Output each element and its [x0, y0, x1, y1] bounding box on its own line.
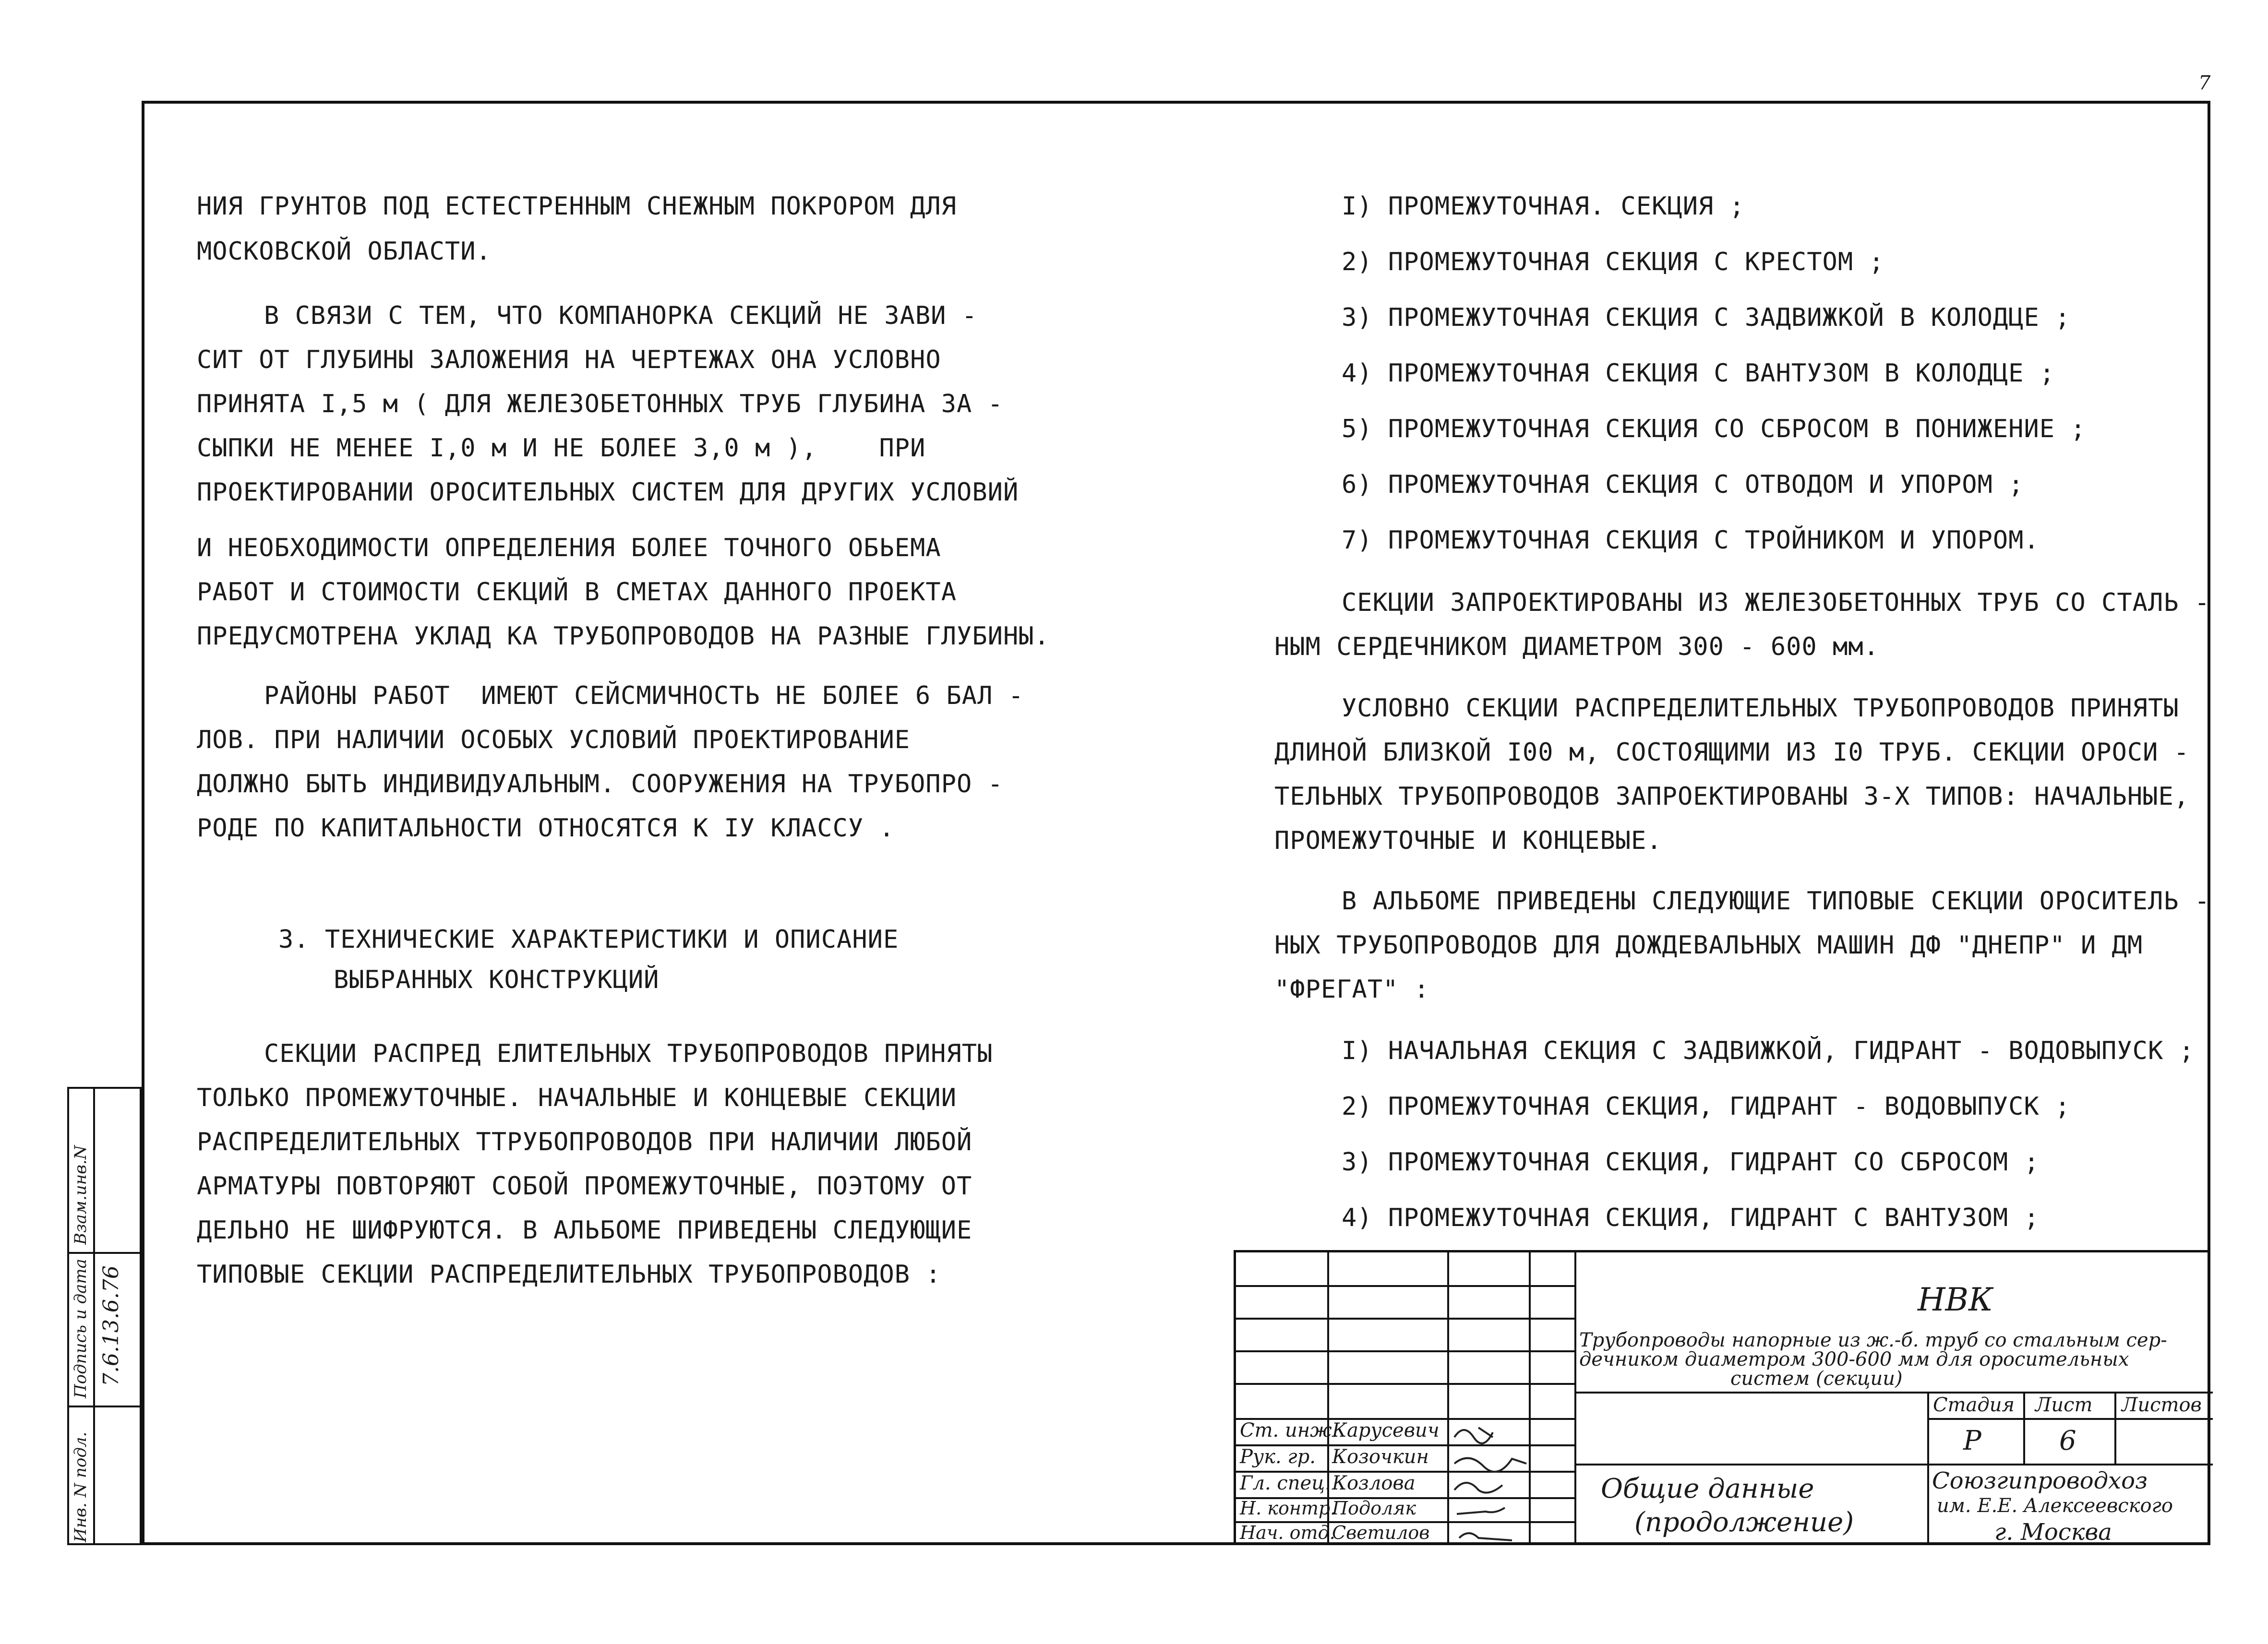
list-item: 3) ПРОМЕЖУТОЧНАЯ СЕКЦИЯ, ГИДРАНТ СО СБРОСОМ ; [1342, 1148, 2040, 1177]
inv-orig-label: Инв. N подл. [71, 1431, 90, 1542]
doc-description: систем (секции) [1730, 1368, 1903, 1390]
text-line: В АЛЬБОМЕ ПРИВЕДЕНЫ СЛЕДУЮЩИЕ ТИПОВЫЕ СЕКЦИИ ОРОСИТЕЛЬ - [1342, 887, 2210, 916]
staff-name: Козочкин [1332, 1446, 1429, 1468]
divider [2023, 1392, 2025, 1464]
replace-inv-label: Взам.инв.N [71, 1145, 90, 1245]
text-line: РАСПРЕДЕЛИТЕЛЬНЫХ ТТРУБОПРОВОДОВ ПРИ НАЛИЧИИ ЛЮБОЙ [197, 1128, 972, 1156]
org-city: г. Москва [1994, 1519, 2112, 1546]
divider [1236, 1383, 1574, 1385]
text-line: НИЯ ГРУНТОВ ПОД ЕСТЕСТРЕННЫМ СНЕЖНЫМ ПОКРОРОМ ДЛЯ [197, 192, 957, 221]
signatures [1450, 1418, 1574, 1545]
text-line: ЛОВ. ПРИ НАЛИЧИИ ОСОБЫХ УСЛОВИЙ ПРОЕКТИРОВАНИЕ [197, 726, 911, 754]
text-line: ПРЕДУСМОТРЕНА УКЛАД КА ТРУБОПРОВОДОВ НА РАЗНЫЕ ГЛУБИНЫ. [197, 622, 1050, 651]
text-line: РАБОТ И СТОИМОСТИ СЕКЦИЙ В СМЕТАХ ДАННОГО ПРОЕКТА [197, 578, 957, 607]
staff-name: Подоляк [1332, 1498, 1416, 1519]
staff-name: Светилов [1332, 1522, 1430, 1543]
list-item: I) НАЧАЛЬНАЯ СЕКЦИЯ С ЗАДВИЖКОЙ, ГИДРАНТ - ВОДОВЫПУСК ; [1342, 1036, 2195, 1065]
signature-stroke [1454, 1483, 1502, 1493]
text-line: ДЛИНОЙ БЛИЗКОЙ I00 м, СОСТОЯЩИМИ ИЗ I0 ТРУБ. СЕКЦИИ ОРОСИ - [1274, 738, 2190, 767]
staff-role: Гл. спец. [1240, 1472, 1331, 1494]
section-heading: 3. ТЕХНИЧЕСКИЕ ХАРАКТЕРИСТИКИ И ОПИСАНИЕ [278, 925, 899, 954]
doc-code: НВК [1918, 1281, 1993, 1318]
text-line: НЫМ СЕРДЕЧНИКОМ ДИАМЕТРОМ 300 - 600 мм. [1274, 632, 1879, 661]
text-line: АРМАТУРЫ ПОВТОРЯЮТ СОБОЙ ПРОМЕЖУТОЧНЫЕ, ПОЭТОМУ ОТ [197, 1172, 972, 1201]
divider [93, 1089, 95, 1543]
sheets-label: Листов [2122, 1394, 2202, 1416]
divider [2114, 1392, 2116, 1464]
text-line: СЕКЦИИ РАСПРЕД ЕЛИТЕЛЬНЫХ ТРУБОПРОВОДОВ ПРИНЯТЫ [264, 1039, 993, 1068]
text-line: СЫПКИ НЕ МЕНЕЕ I,0 м И НЕ БОЛЕЕ 3,0 м ), ПРИ [197, 434, 926, 463]
sign-date-label: Подпись и дата [71, 1259, 90, 1398]
text-line: СИТ ОТ ГЛУБИНЫ ЗАЛОЖЕНИЯ НА ЧЕРТЕЖАХ ОНА УСЛОВНО [197, 345, 941, 374]
text-line: "ФРЕГАТ" : [1274, 975, 1430, 1004]
page-number: 7 [2198, 72, 2211, 94]
divider [1236, 1285, 1574, 1287]
divider [1574, 1464, 2213, 1465]
text-line: РАЙОНЫ РАБОТ ИМЕЮТ СЕЙСМИЧНОСТЬ НЕ БОЛЕЕ 6 БАЛ - [264, 681, 1024, 710]
doc-description: дечником диаметром 300-600 мм для оросительных [1579, 1348, 2129, 1370]
list-item: 5) ПРОМЕЖУТОЧНАЯ СЕКЦИЯ СО СБРОСОМ В ПОНИЖЕНИЕ ; [1342, 415, 2086, 443]
sheet-value: 6 [2059, 1425, 2076, 1456]
divider [1236, 1318, 1574, 1320]
side-stamp [67, 1087, 142, 1545]
text-line: РОДЕ ПО КАПИТАЛЬНОСТИ ОТНОСЯТСЯ К IУ КЛАССУ . [197, 814, 895, 843]
stage-label: Стадия [1933, 1394, 2015, 1416]
divider [1574, 1392, 2213, 1394]
staff-role: Нач. отд. [1240, 1522, 1335, 1543]
divider [1447, 1252, 1449, 1545]
handwritten-date: 7.6.13.6.76 [99, 1265, 123, 1386]
divider [1927, 1392, 1929, 1545]
text-line: И НЕОБХОДИМОСТИ ОПРЕДЕЛЕНИЯ БОЛЕЕ ТОЧНОГО ОБЬЕМА [197, 534, 941, 562]
text-line: ДОЛЖНО БЫТЬ ИНДИВИДУАЛЬНЫМ. СООРУЖЕНИЯ НА ТРУБОПРО - [197, 770, 1003, 798]
list-item: 2) ПРОМЕЖУТОЧНАЯ СЕКЦИЯ С КРЕСТОМ ; [1342, 248, 1884, 276]
org-name: им. Е.Е. Алексеевского [1937, 1495, 2173, 1517]
list-item: 4) ПРОМЕЖУТОЧНАЯ СЕКЦИЯ С ВАНТУЗОМ В КОЛОДЦЕ ; [1342, 359, 2055, 388]
text-line: УСЛОВНО СЕКЦИИ РАСПРЕДЕЛИТЕЛЬНЫХ ТРУБОПРОВОДОВ ПРИНЯТЫ [1342, 694, 2179, 723]
text-line: СЕКЦИИ ЗАПРОЕКТИРОВАНЫ ИЗ ЖЕЛЕЗОБЕТОННЫХ ТРУБ СО СТАЛЬ - [1342, 588, 2210, 617]
text-line: ПРИНЯТА I,5 м ( ДЛЯ ЖЕЛЕЗОБЕТОННЫХ ТРУБ ГЛУБИНА ЗА - [197, 390, 1003, 418]
title-block [1234, 1250, 2210, 1545]
divider [1236, 1350, 1574, 1352]
staff-role: Рук. гр. [1240, 1446, 1316, 1468]
staff-name: Козлова [1332, 1472, 1416, 1494]
text-line: ДЕЛЬНО НЕ ШИФРУЮТСЯ. В АЛЬБОМЕ ПРИВЕДЕНЫ СЛЕДУЮЩИЕ [197, 1216, 972, 1245]
list-item: 6) ПРОМЕЖУТОЧНАЯ СЕКЦИЯ С ОТВОДОМ И УПОРОМ ; [1342, 470, 2024, 499]
signature-stroke [1454, 1428, 1493, 1443]
list-item: 4) ПРОМЕЖУТОЧНАЯ СЕКЦИЯ, ГИДРАНТ С ВАНТУЗОМ ; [1342, 1203, 2040, 1232]
doc-description: Трубопроводы напорные из ж.-б. труб со стальным сер- [1579, 1329, 2167, 1351]
list-item: I) ПРОМЕЖУТОЧНАЯ. СЕКЦИЯ ; [1342, 192, 1745, 221]
list-item: 2) ПРОМЕЖУТОЧНАЯ СЕКЦИЯ, ГИДРАНТ - ВОДОВЫПУСК ; [1342, 1092, 2071, 1121]
text-line: МОСКОВСКОЙ ОБЛАСТИ. [197, 237, 492, 266]
signature-stroke [1457, 1508, 1505, 1514]
text-line: В СВЯЗИ С ТЕМ, ЧТО КОМПАНОРКА СЕКЦИЙ НЕ ЗАВИ - [264, 301, 978, 330]
text-line: ПРОЕКТИРОВАНИИ ОРОСИТЕЛЬНЫХ СИСТЕМ ДЛЯ ДРУГИХ УСЛОВИЙ [197, 478, 1019, 507]
section-heading-cont: ВЫБРАННЫХ КОНСТРУКЦИЙ [334, 965, 660, 994]
divider [69, 1252, 140, 1254]
text-line: ТЕЛЬНЫХ ТРУБОПРОВОДОВ ЗАПРОЕКТИРОВАНЫ 3-Х ТИПОВ: НАЧАЛЬНЫЕ, [1274, 782, 2190, 811]
text-line: ТИПОВЫЕ СЕКЦИИ РАСПРЕДЕЛИТЕЛЬНЫХ ТРУБОПРОВОДОВ : [197, 1260, 941, 1289]
stage-value: Р [1963, 1425, 1981, 1456]
signature-stroke [1459, 1533, 1512, 1540]
text-line: НЫХ ТРУБОПРОВОДОВ ДЛЯ ДОЖДЕВАЛЬНЫХ МАШИН ДФ "ДНЕПР" И ДМ [1274, 931, 2143, 960]
list-item: 7) ПРОМЕЖУТОЧНАЯ СЕКЦИЯ С ТРОЙНИКОМ И УПОРОМ. [1342, 526, 2040, 555]
sheet-label: Лист [2035, 1394, 2093, 1416]
divider [1574, 1252, 1576, 1545]
staff-role: Н. контр. [1240, 1498, 1336, 1519]
divider [69, 1406, 140, 1407]
org-name: Союзгипроводхоз [1932, 1467, 2148, 1494]
list-item: 3) ПРОМЕЖУТОЧНАЯ СЕКЦИЯ С ЗАДВИЖКОЙ В КОЛОДЦЕ ; [1342, 303, 2071, 332]
staff-role: Ст. инж. [1240, 1419, 1338, 1441]
staff-name: Карусевич [1332, 1419, 1440, 1441]
text-line: ПРОМЕЖУТОЧНЫЕ И КОНЦЕВЫЕ. [1274, 826, 1662, 855]
doc-title-cont: (продолжение) [1634, 1507, 1854, 1538]
divider [1927, 1418, 2213, 1420]
doc-title: Общие данные [1601, 1473, 1814, 1504]
text-line: ТОЛЬКО ПРОМЕЖУТОЧНЫЕ. НАЧАЛЬНЫЕ И КОНЦЕВЫЕ СЕКЦИИ [197, 1084, 957, 1112]
signature-stroke [1454, 1458, 1526, 1472]
